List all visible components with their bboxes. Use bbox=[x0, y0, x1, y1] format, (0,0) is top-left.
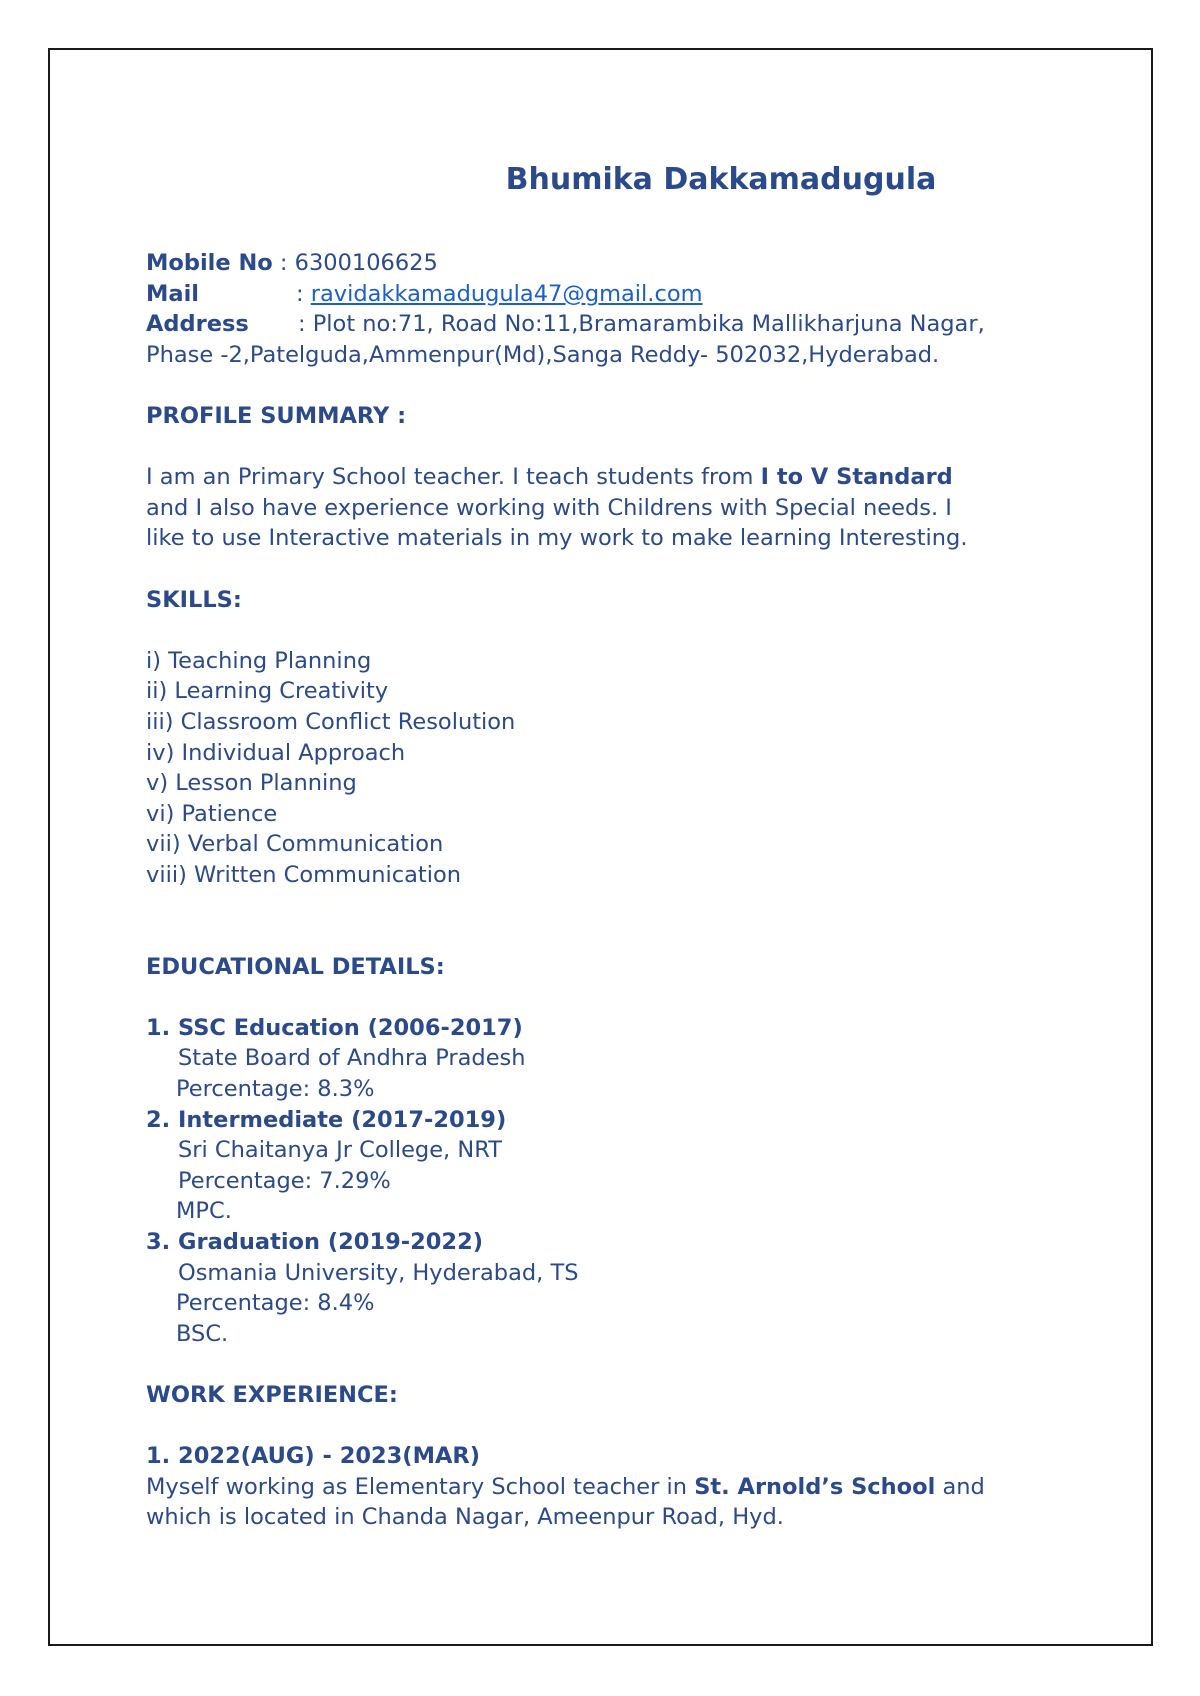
work-text: Myself working as Elementary School teacher in bbox=[146, 1473, 695, 1500]
school-name: St. Arnold’s School bbox=[694, 1473, 936, 1500]
skill-item: vi) Patience bbox=[146, 800, 278, 827]
education-detail: Osmania University, Hyderabad, TS bbox=[178, 1259, 579, 1286]
education-detail: Percentage: 8.3% bbox=[176, 1076, 375, 1103]
skill-item: iv) Individual Approach bbox=[146, 739, 406, 766]
skill-item: viii) Written Communication bbox=[146, 861, 461, 888]
address-separator: : bbox=[298, 311, 313, 338]
education-entry bbox=[146, 1013, 1066, 1105]
skills-heading: SKILLS: bbox=[146, 586, 242, 613]
education-title: 2. Intermediate (2017-2019) bbox=[146, 1106, 507, 1133]
skill-item: i) Teaching Planning bbox=[146, 647, 372, 674]
education-detail: Sri Chaitanya Jr College, NRT bbox=[178, 1137, 502, 1164]
skill-item: iii) Classroom Conflict Resolution bbox=[146, 708, 516, 735]
education-detail: Percentage: 8.4% bbox=[176, 1290, 375, 1317]
work-experience-heading: WORK EXPERIENCE: bbox=[146, 1381, 398, 1408]
education-title: 3. Graduation (2019-2022) bbox=[146, 1229, 484, 1255]
candidate-name: Bhumika Dakkamadugula bbox=[505, 162, 937, 197]
mobile-row bbox=[146, 248, 1066, 279]
mobile-label: Mobile No bbox=[146, 250, 273, 276]
skill-item: v) Lesson Planning bbox=[146, 770, 357, 797]
address-line-2: Phase -2,Patelguda,Ammenpur(Md),Sanga Reddy- 502032,Hyderabad. bbox=[146, 341, 940, 368]
profile-line-1 bbox=[146, 462, 1066, 493]
profile-line-2: and I also have experience working with Childrens with Special needs. I bbox=[146, 494, 952, 521]
profile-text: I am an Primary School teacher. I teach students from bbox=[146, 464, 761, 491]
address-row bbox=[146, 309, 1066, 340]
skills-list bbox=[146, 646, 1066, 891]
skill-item: vii) Verbal Communication bbox=[146, 831, 444, 858]
education-detail: MPC. bbox=[176, 1198, 232, 1225]
mail-label: Mail bbox=[146, 280, 199, 307]
email-link[interactable]: ravidakkamadugula47@gmail.com bbox=[310, 280, 703, 307]
mobile-number: 6300106625 bbox=[294, 250, 438, 276]
address-line-1: Plot no:71, Road No:11,Bramarambika Mallikharjuna Nagar, bbox=[312, 311, 985, 338]
mobile-separator: : bbox=[272, 250, 295, 276]
work-entry-title: 1. 2022(AUG) - 2023(MAR) bbox=[146, 1443, 481, 1470]
mail-separator: : bbox=[296, 280, 311, 307]
address-label: Address bbox=[146, 311, 249, 338]
work-line-1 bbox=[146, 1472, 1066, 1503]
education-entry bbox=[146, 1105, 1066, 1227]
education-entry bbox=[146, 1227, 1066, 1349]
education-title: 1. SSC Education (2006-2017) bbox=[146, 1014, 523, 1041]
skill-item: ii) Learning Creativity bbox=[146, 678, 389, 705]
profile-summary-heading: PROFILE SUMMARY : bbox=[146, 402, 407, 429]
education-detail: Percentage: 7.29% bbox=[178, 1167, 391, 1194]
profile-standard: I to V Standard bbox=[760, 464, 953, 491]
profile-line-3: like to use Interactive materials in my work to make learning Interesting. bbox=[146, 525, 968, 552]
resume-document bbox=[146, 160, 1066, 1533]
education-heading: EDUCATIONAL DETAILS: bbox=[146, 953, 445, 980]
work-text-end: and bbox=[935, 1473, 985, 1500]
work-line-2: which is located in Chanda Nagar, Ameenpur Road, Hyd. bbox=[146, 1504, 784, 1531]
education-detail: BSC. bbox=[176, 1320, 229, 1347]
education-detail: State Board of Andhra Pradesh bbox=[178, 1045, 526, 1072]
mail-row bbox=[146, 279, 1066, 310]
